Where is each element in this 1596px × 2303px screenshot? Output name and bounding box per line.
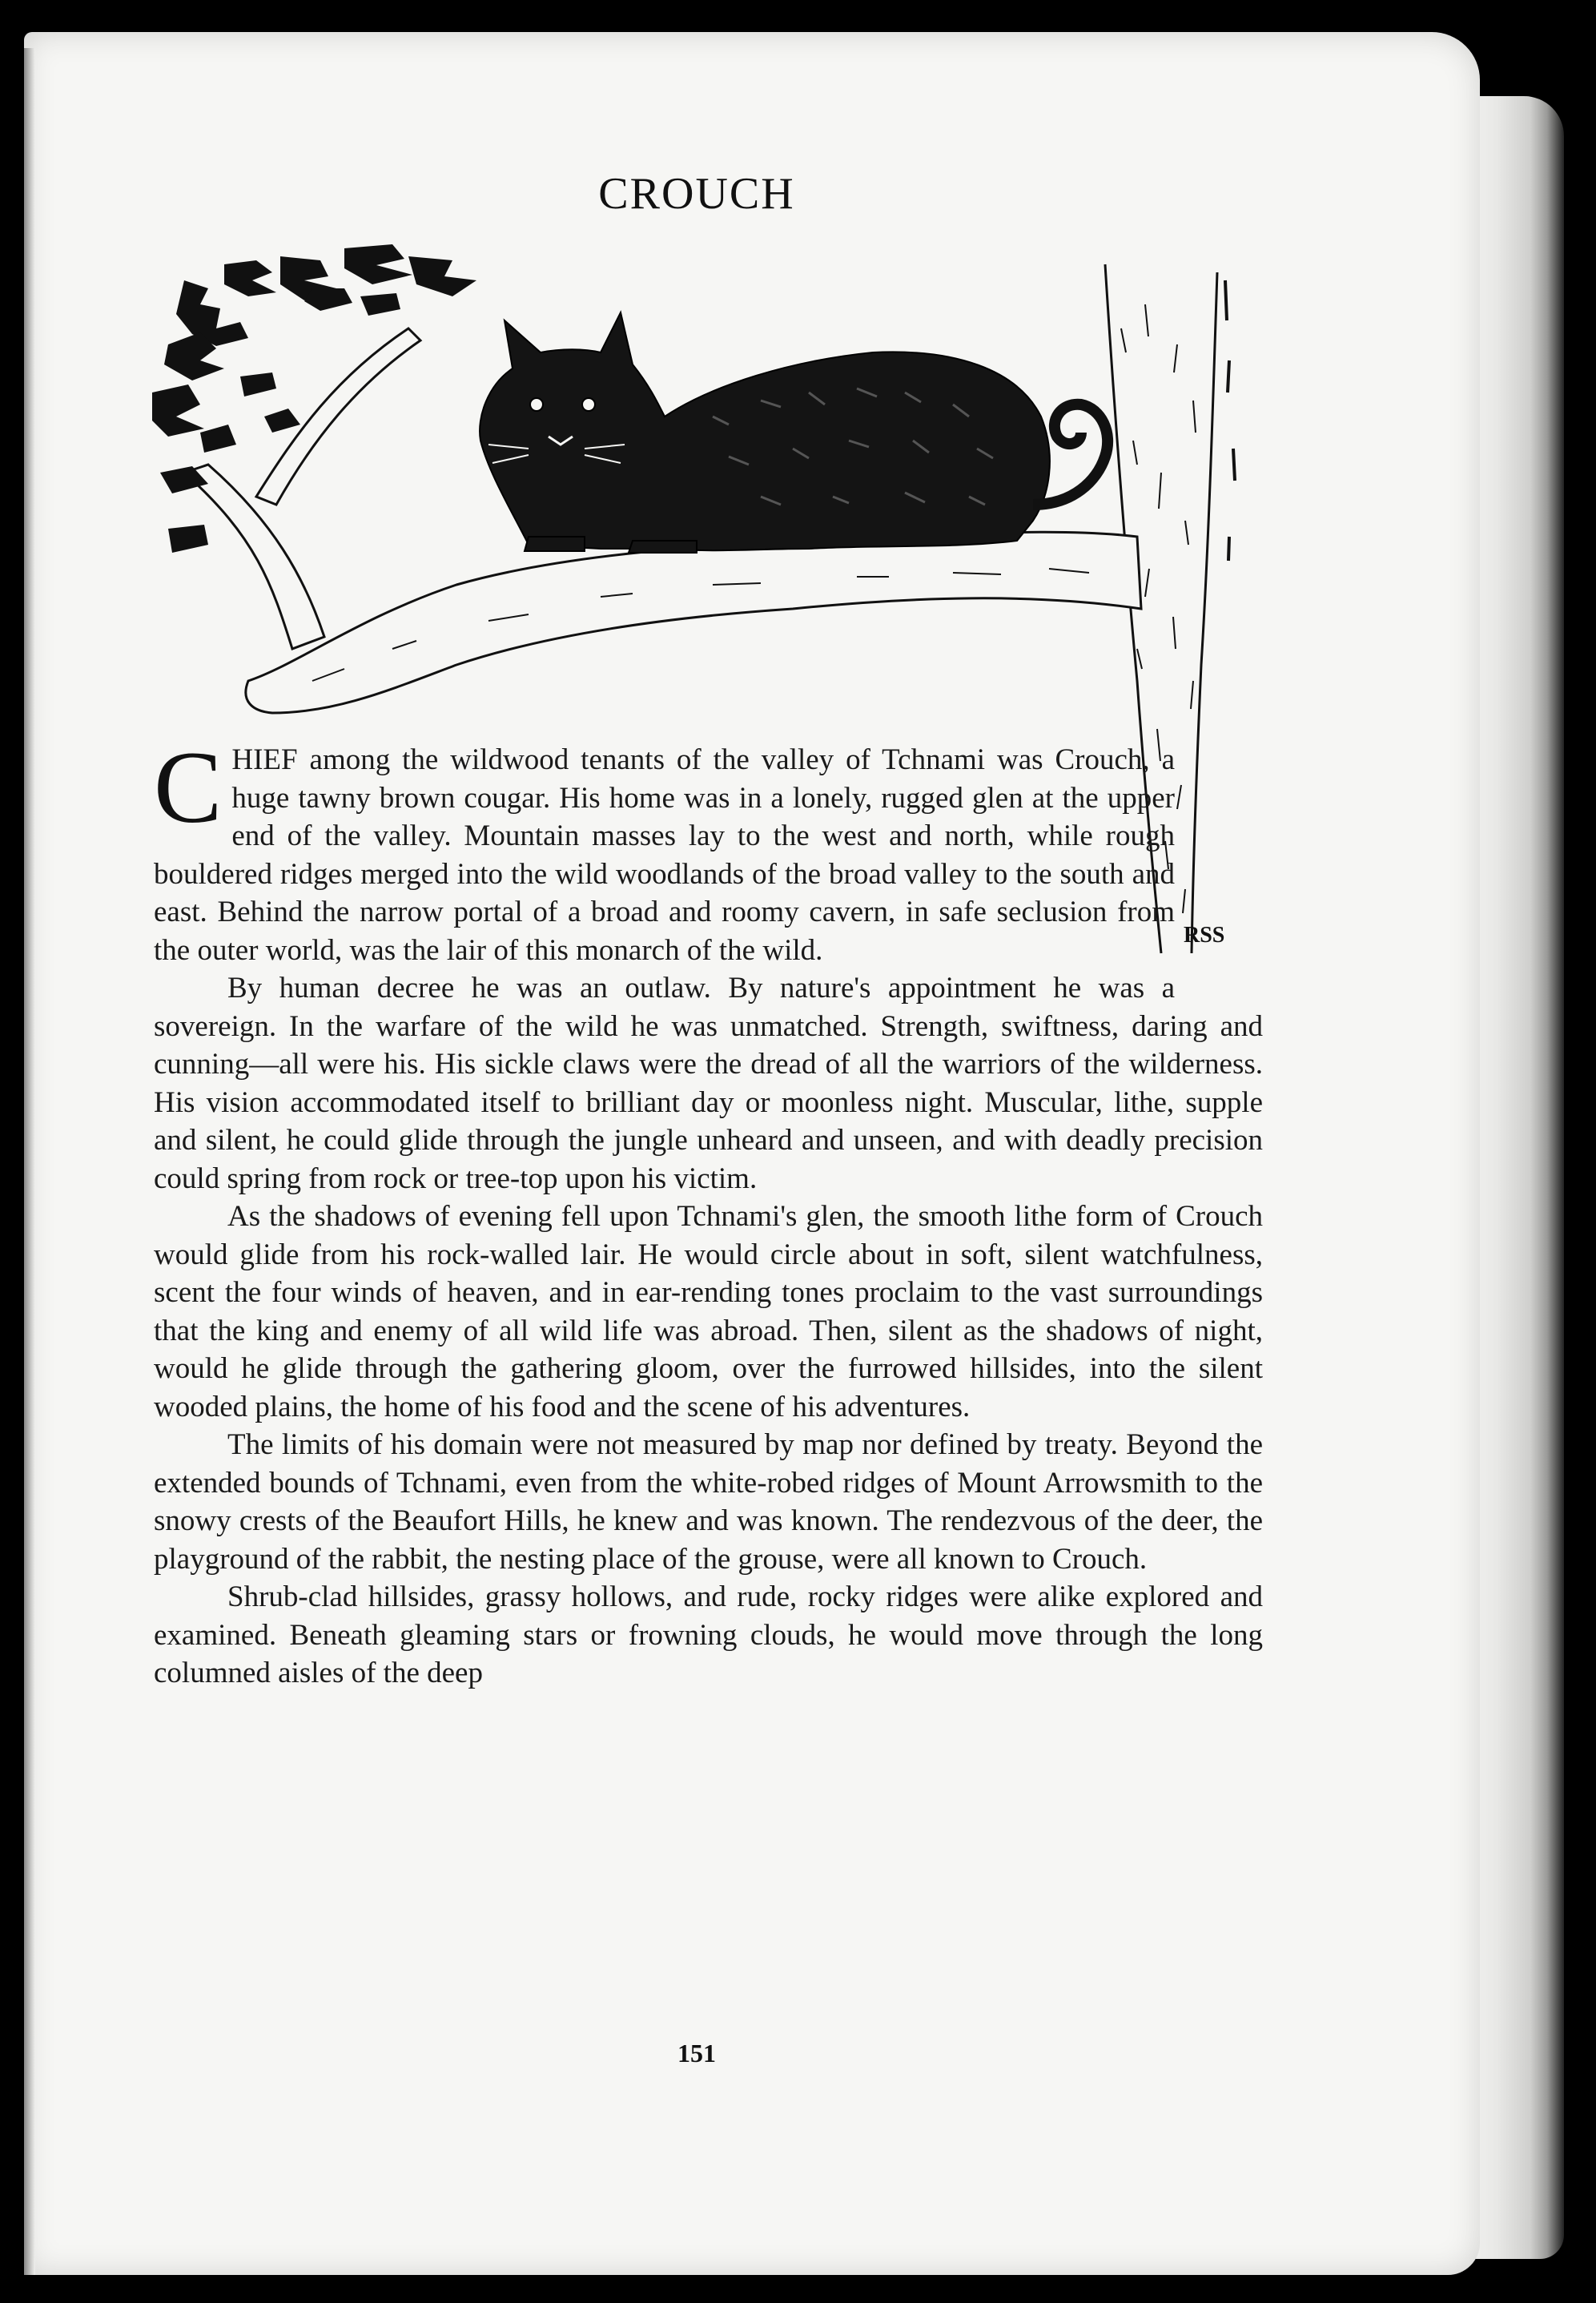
page-number: 151 xyxy=(677,2039,716,2067)
upper-branch xyxy=(184,328,420,649)
paragraph-4: The limits of his domain were not measured by map nor defined by treaty. Beyond the extended bounds of Tchnami, even from the white-robed ridges of Mount Arrowsmith to the snowy crests of the Beaufort Hills, he knew and was known. The rendezvous of the deer, the playground of the rabbit, the nesting place of the grouse, were all known to Crouch. xyxy=(154,1428,1263,1576)
tree-branch xyxy=(246,532,1141,713)
cougar xyxy=(480,312,1108,553)
paragraph-3: As the shadows of evening fell upon Tchnami's glen, the smooth lithe form of Crouch would glide from his rock-walled lair. He would circle about in soft, silent watchfulness, scent the four winds of heaven, and in ear-rending tones proclaim to the vast surroundings that the king and enemy of all wild life was abroad. Then, silent as the shadows of night, would he glide through the gathering gloom, over the furrowed hillsides, into the silent wooded plains, the home of his food and the scene of his adventures. xyxy=(154,1200,1263,1423)
paragraph-1: HIEF among the wildwood tenants of the valley of Tchnami was Crouch, a huge tawny brown cougar. His home was in a lonely, rugged glen at the upper end of the valley. Mountain masses lay to the west and north, while rough bouldered ridges merged into the wild woodlands of the broad valley to the south and east. Behind the narrow portal of a broad and roomy cavern, in safe seclusion from the outer world, was the lair of this monarch of the wild. xyxy=(154,743,1175,967)
book-spine xyxy=(24,48,35,2275)
illustration-wrap-spacer xyxy=(1175,741,1263,973)
illustrator-signature: RSS xyxy=(1184,923,1225,948)
paragraph-2: By human decree he was an outlaw. By nature's appointment he was a sovereign. In the warfare of the wild he was unmatched. Strength, swiftness, daring and cunning—all were his. His sickle claws were the dread of all the warriors of the wilderness. His vision accommodated itself to brilliant day or moonless night. Muscular, lithe, supple and silent, he could glide through the jungle unheard and unseen, and with deadly precision could spring from rock or tree-top upon his victim. xyxy=(154,972,1263,1195)
text-column xyxy=(154,731,1263,1693)
drop-cap: C xyxy=(154,731,223,844)
foliage xyxy=(152,244,476,553)
paragraph-5: Shrub-clad hillsides, grassy hollows, and rude, rocky ridges were alike explored and examined. Beneath gleaming stars or frowning clouds, he would move through the long columned aisles of the deep xyxy=(154,1580,1263,1689)
chapter-title: CROUCH xyxy=(598,169,795,219)
